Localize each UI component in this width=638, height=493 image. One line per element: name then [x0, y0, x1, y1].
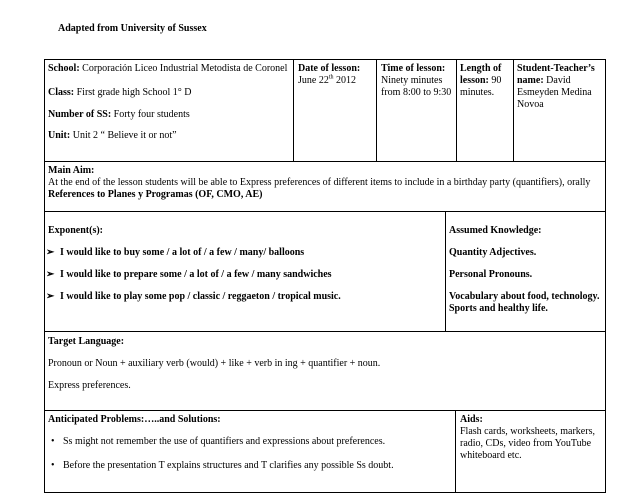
references-line: References to Planes y Programas (OF, CMO, AE) [48, 189, 263, 200]
knowledge-item: Vocabulary about food, technology. [449, 291, 600, 302]
document-header: Adapted from University of Sussex [58, 23, 207, 34]
length-of-lesson-cell: Length of lesson: 90 minutes. [460, 63, 502, 98]
exponent-item: ➢ I would like to play some pop / classic / reggaeton / tropical music. [46, 291, 341, 302]
student-teacher-cell: Student-Teacher’s name: David Esmeyden Medina Novoa [517, 63, 595, 110]
assumed-knowledge-title: Assumed Knowledge: [449, 225, 542, 236]
aids-title: Aids: [460, 414, 483, 425]
exponent-item: ➢ I would like to prepare some / a lot of / a few / many sandwiches [46, 269, 332, 280]
time-of-lesson-cell: Time of lesson: Ninety minutes from 8:00 to 9:30 [381, 63, 452, 98]
knowledge-item: Quantity Adjectives. [449, 247, 537, 258]
assumed-knowledge-cell [449, 225, 542, 237]
problem-item: • Before the presentation T explains structures and T clarifies any possible Ss doubt. [51, 460, 394, 471]
knowledge-item: Personal Pronouns. [449, 269, 533, 280]
date-value: June 22th 2012 [298, 74, 357, 86]
bullet-icon: • [51, 460, 55, 471]
knowledge-item: Sports and healthy life. [449, 303, 548, 314]
unit-line: Unit: Unit 2 “ Believe it or not” [48, 130, 177, 141]
problem-item: • Ss might not remember the use of quantifiers and expressions about preferences. [51, 436, 386, 447]
exponent-item: ➢ I would like to buy some / a lot of / a few / many/ balloons [46, 247, 305, 258]
target-language-structure: Pronoun or Noun + auxiliary verb (would) + like + verb in ing + quantifier + noun. [48, 358, 381, 369]
main-aim-cell [48, 165, 604, 201]
target-language-title: Target Language: [48, 336, 125, 347]
date-of-lesson-cell: Date of lesson: June 22th 2012 [298, 63, 361, 86]
number-of-students-line: Number of SS: Forty four students [48, 109, 190, 120]
arrow-bullet-icon: ➢ [46, 291, 55, 302]
school-line: School: Corporación Liceo Industrial Metodista de Coronel [48, 63, 288, 74]
main-aim-title: Main Aim: [48, 165, 95, 176]
arrow-bullet-icon: ➢ [46, 247, 55, 258]
arrow-bullet-icon: ➢ [46, 269, 55, 280]
aids-cell: Aids: Flash cards, worksheets, markers, radio, CDs, video from YouTube whiteboard etc. [460, 414, 595, 461]
main-aim-text: At the end of the lesson students will be able to Express preferences of different items to include in a birthday party (quantifiers), orally [48, 177, 591, 188]
target-language-function: Express preferences. [48, 380, 131, 391]
exponents-title: Exponent(s): [48, 225, 104, 236]
class-line: Class: First grade high School 1° D [48, 87, 192, 98]
bullet-icon: • [51, 436, 55, 447]
school-info-cell [48, 63, 292, 75]
anticipated-problems-title: Anticipated Problems:…..and Solutions: [48, 414, 221, 425]
